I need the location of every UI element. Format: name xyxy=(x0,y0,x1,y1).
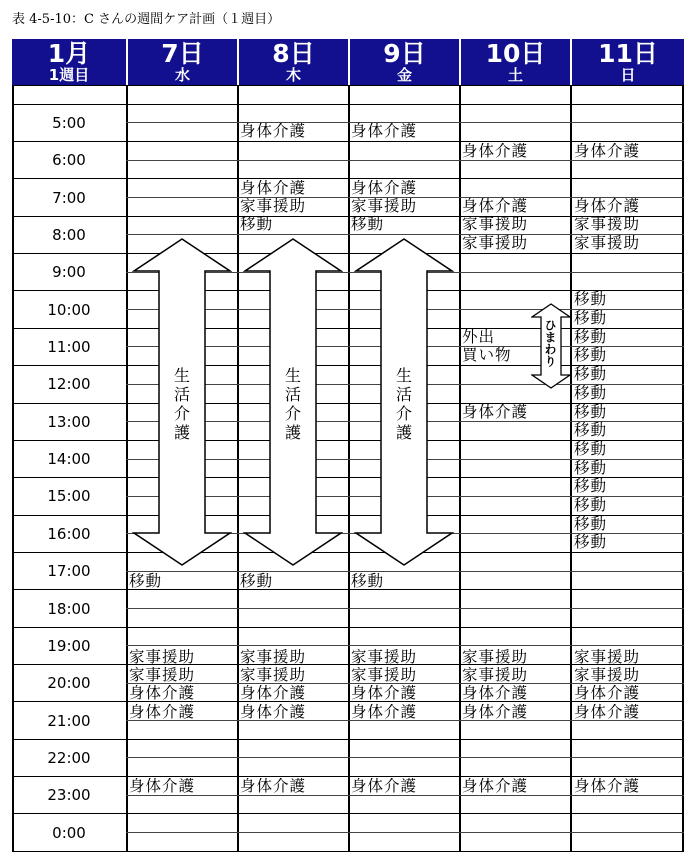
care-body: 身体介護 xyxy=(240,703,307,721)
time-label: 13:00 xyxy=(47,413,91,431)
grid-vline xyxy=(459,85,461,852)
header-day-2 xyxy=(239,39,348,85)
time-label: 9:00 xyxy=(52,263,86,281)
care-housework: 家事援助 xyxy=(574,648,641,666)
care-body: 身体介護 xyxy=(240,684,307,702)
grid-hline xyxy=(126,832,684,833)
care-body: 身体介護 xyxy=(240,122,307,140)
header-day-1 xyxy=(128,39,237,85)
grid-hline xyxy=(126,757,684,758)
header-day-3 xyxy=(350,39,459,85)
care-body: 身体介護 xyxy=(240,179,307,197)
care-body: 身体介護 xyxy=(462,684,529,702)
care-body: 身体介護 xyxy=(574,197,641,215)
care-housework: 家事援助 xyxy=(574,215,641,233)
care-body: 身体介護 xyxy=(462,777,529,795)
grid-hline xyxy=(12,178,684,179)
care-move: 移動 xyxy=(351,572,385,590)
care-move: 移動 xyxy=(574,421,608,439)
care-outing: 外出 xyxy=(462,328,496,346)
care-body: 身体介護 xyxy=(129,703,196,721)
grid-hline xyxy=(12,253,684,254)
care-housework: 家事援助 xyxy=(462,234,529,252)
time-label: 17:00 xyxy=(47,562,91,580)
care-move: 移動 xyxy=(574,290,608,308)
life-care-vertical-text: 生 活 介 護 xyxy=(395,366,412,442)
care-body: 身体介護 xyxy=(462,403,529,421)
himawari-label: ひまわり xyxy=(543,319,557,367)
care-move: 移動 xyxy=(574,384,608,402)
care-body: 身体介護 xyxy=(351,777,418,795)
header-day-4 xyxy=(461,39,570,85)
header-date: 8日 xyxy=(272,39,315,68)
grid-vline xyxy=(126,85,128,852)
grid-hline xyxy=(12,589,684,590)
time-label: 22:00 xyxy=(47,749,91,767)
grid-vline xyxy=(237,85,239,852)
header-date: 10日 xyxy=(485,39,546,68)
care-move: 移動 xyxy=(129,572,163,590)
time-label: 14:00 xyxy=(47,450,91,468)
grid-hline xyxy=(126,608,684,609)
care-body: 身体介護 xyxy=(351,703,418,721)
care-move: 移動 xyxy=(351,215,385,233)
table-caption: 表 4-5-10：C さんの週間ケア計画（１週目） xyxy=(12,12,281,27)
care-housework: 家事援助 xyxy=(574,234,641,252)
care-move: 移動 xyxy=(574,365,608,383)
time-label: 10:00 xyxy=(47,301,91,319)
care-housework: 家事援助 xyxy=(462,666,529,684)
time-label: 12:00 xyxy=(47,375,91,393)
care-body: 身体介護 xyxy=(574,777,641,795)
care-housework: 家事援助 xyxy=(240,197,307,215)
grid-hline xyxy=(12,739,684,740)
header-week: 1週目 xyxy=(48,66,90,84)
care-body: 身体介護 xyxy=(240,777,307,795)
care-shopping: 買い物 xyxy=(462,346,512,364)
care-move: 移動 xyxy=(574,459,608,477)
time-label: 0:00 xyxy=(52,824,86,842)
time-label: 8:00 xyxy=(52,226,86,244)
care-move: 移動 xyxy=(574,533,608,551)
care-move: 移動 xyxy=(574,346,608,364)
care-housework: 家事援助 xyxy=(462,215,529,233)
care-housework: 家事援助 xyxy=(462,648,529,666)
time-label: 20:00 xyxy=(47,674,91,692)
care-body: 身体介護 xyxy=(574,684,641,702)
time-label: 23:00 xyxy=(47,786,91,804)
care-housework: 家事援助 xyxy=(240,648,307,666)
care-body: 身体介護 xyxy=(462,703,529,721)
grid-hline xyxy=(126,645,684,646)
care-body: 身体介護 xyxy=(351,122,418,140)
care-housework: 家事援助 xyxy=(351,197,418,215)
header-month-cell xyxy=(12,39,126,85)
grid-vline xyxy=(682,85,684,852)
grid-hline xyxy=(12,627,684,628)
care-body: 身体介護 xyxy=(351,684,418,702)
header-weekday: 水 xyxy=(174,66,190,84)
care-body: 身体介護 xyxy=(129,777,196,795)
care-body: 身体介護 xyxy=(574,703,641,721)
time-label: 18:00 xyxy=(47,600,91,618)
care-body: 身体介護 xyxy=(129,684,196,702)
care-housework: 家事援助 xyxy=(351,648,418,666)
care-move: 移動 xyxy=(240,572,274,590)
header-day-5 xyxy=(572,39,684,85)
care-housework: 家事援助 xyxy=(240,666,307,684)
care-housework: 家事援助 xyxy=(129,648,196,666)
care-body: 身体介護 xyxy=(351,179,418,197)
care-move: 移動 xyxy=(574,328,608,346)
grid-vline xyxy=(570,85,572,852)
header-weekday: 木 xyxy=(285,66,301,84)
care-move: 移動 xyxy=(240,215,274,233)
life-care-vertical-text: 生 活 介 護 xyxy=(284,366,301,442)
header-date: 11日 xyxy=(598,39,658,68)
header-weekday: 日 xyxy=(620,66,636,84)
care-move: 移動 xyxy=(574,496,608,514)
grid-hline xyxy=(12,104,684,105)
care-housework: 家事援助 xyxy=(574,666,641,684)
care-move: 移動 xyxy=(574,477,608,495)
time-label: 6:00 xyxy=(52,151,86,169)
grid-hline xyxy=(12,85,684,86)
care-body: 身体介護 xyxy=(462,142,529,160)
weekly-care-table xyxy=(12,39,684,852)
grid-hline xyxy=(12,552,684,553)
care-body: 身体介護 xyxy=(462,197,529,215)
header-weekday: 金 xyxy=(396,66,412,84)
header-date: 7日 xyxy=(161,39,204,68)
header-weekday: 土 xyxy=(507,66,523,84)
time-label: 5:00 xyxy=(52,114,86,132)
life-care-vertical-text: 生 活 介 護 xyxy=(173,366,190,442)
grid-hline xyxy=(126,571,684,572)
care-housework: 家事援助 xyxy=(129,666,196,684)
time-label: 21:00 xyxy=(47,712,91,730)
care-housework: 家事援助 xyxy=(351,666,418,684)
care-move: 移動 xyxy=(574,515,608,533)
grid-hline xyxy=(12,851,684,852)
header-month: 1月 xyxy=(47,39,91,68)
care-move: 移動 xyxy=(574,403,608,421)
time-label: 15:00 xyxy=(47,487,91,505)
care-body: 身体介護 xyxy=(574,142,641,160)
grid-hline xyxy=(12,813,684,814)
care-move: 移動 xyxy=(574,440,608,458)
grid-vline xyxy=(348,85,350,852)
care-move: 移動 xyxy=(574,309,608,327)
time-label: 11:00 xyxy=(47,338,91,356)
time-label: 16:00 xyxy=(47,525,91,543)
time-label: 7:00 xyxy=(52,189,86,207)
header-date: 9日 xyxy=(383,39,426,68)
time-label: 19:00 xyxy=(47,637,91,655)
